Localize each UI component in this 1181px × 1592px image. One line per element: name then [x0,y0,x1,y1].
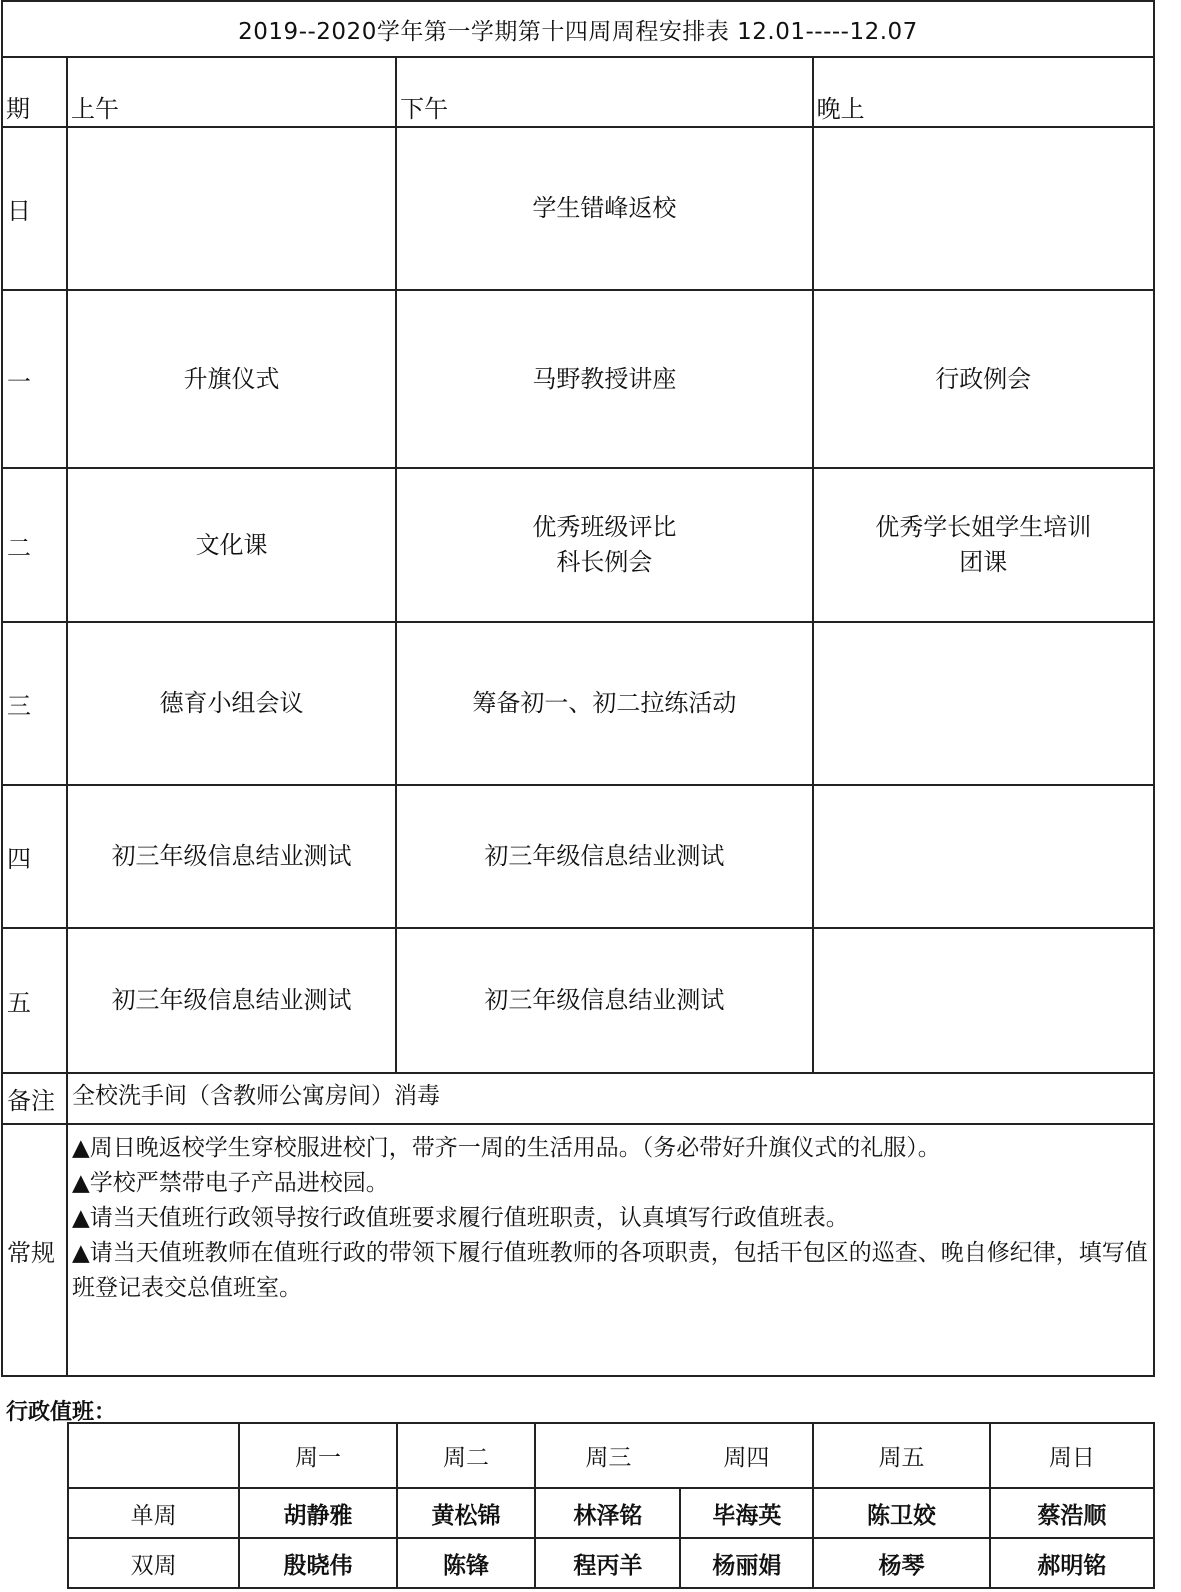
evening-cell [813,622,1154,785]
evening-cell [813,785,1154,928]
day-label: 四 [2,785,67,928]
afternoon-item: 筹备初一、初二拉练活动 [472,689,737,717]
afternoon-cell [396,785,812,928]
duty-name: 郝明铭 [990,1538,1154,1588]
afternoon-item: 马野教授讲座 [532,364,677,393]
day-label: 五 [2,928,67,1073]
duty-name: 毕海英 [680,1488,813,1538]
duty-name: 蔡浩顺 [990,1488,1154,1538]
duty-row-odd-week [68,1488,1154,1538]
duty-name: 林泽铭 [535,1488,680,1538]
evening-cell [813,290,1154,468]
duty-day-header: 周五 [813,1423,989,1488]
duty-day-header: 周日 [990,1423,1154,1488]
duty-name: 陈锋 [397,1538,536,1588]
rule-item: ▲请当天值班行政领导按行政值班要求履行值班职责，认真填写行政值班表。 [72,1205,849,1231]
day-label: 一 [2,290,67,468]
evening-cell [813,928,1154,1073]
rule-item: ▲学校严禁带电子产品进校园。 [72,1170,389,1196]
day-row-sunday [2,127,1154,290]
duty-corner-cell [68,1423,239,1488]
weekly-schedule-table [1,0,1155,1377]
duty-name: 殷晓伟 [239,1538,396,1588]
rule-item: ▲请当天值班教师在值班行政的带领下履行值班教师的各项职责，包括干包区的巡查、晚自修纪律，填写值班登记表交总值班室。 [72,1240,1148,1301]
day-row-wednesday [2,622,1154,785]
duty-row-label: 双周 [68,1538,239,1588]
header-afternoon: 下午 [396,57,812,127]
afternoon-cell [396,127,812,290]
duty-name: 程丙羊 [535,1538,680,1588]
duty-row-label: 单周 [68,1488,239,1538]
duty-row-even-week [68,1538,1154,1588]
duty-day-header: 周二 [397,1423,536,1488]
day-row-monday [2,290,1154,468]
afternoon-item: 学生错峰返校 [532,194,677,222]
duty-roster-table [67,1422,1155,1589]
afternoon-item: 初三年级信息结业测试 [484,986,725,1014]
day-row-tuesday [2,468,1154,622]
evening-item: 优秀学长姐学生培训 [875,513,1092,541]
morning-cell: 文化课 [67,468,396,622]
evening-cell [813,127,1154,290]
duty-day-header: 周一 [239,1423,396,1488]
afternoon-cell [396,290,812,468]
afternoon-cell [396,622,812,785]
schedule-title: 2019--2020学年第一学期第十四周周程安排表 12.01-----12.07 [2,1,1154,57]
header-row [2,57,1154,127]
morning-cell: 升旗仪式 [67,290,396,468]
duty-name: 杨琴 [813,1538,989,1588]
rules-label: 常规 [2,1124,67,1376]
afternoon-item: 科长例会 [556,548,653,576]
duty-day-header: 周四 [680,1423,813,1488]
header-evening: 晚上 [813,57,1154,127]
duty-header-row [68,1423,1154,1488]
notes-text: 全校洗手间（含教师公寓房间）消毒 [67,1073,1154,1124]
afternoon-cell [396,468,812,622]
duty-name: 胡静雅 [239,1488,396,1538]
morning-cell: 初三年级信息结业测试 [67,928,396,1073]
duty-name: 杨丽娟 [680,1538,813,1588]
notes-row [2,1073,1154,1124]
morning-cell [67,127,396,290]
notes-label: 备注 [2,1073,67,1124]
day-label: 二 [2,468,67,622]
header-period: 期 [2,57,67,127]
duty-name: 陈卫姣 [813,1488,989,1538]
duty-name: 黄松锦 [397,1488,536,1538]
evening-item: 团课 [959,548,1008,576]
rules-list [67,1124,1154,1376]
day-row-thursday [2,785,1154,928]
afternoon-cell [396,928,812,1073]
evening-item: 行政例会 [935,364,1032,393]
day-label: 三 [2,622,67,785]
day-row-friday [2,928,1154,1073]
evening-cell [813,468,1154,622]
duty-day-header: 周三 [535,1423,680,1488]
header-morning: 上午 [67,57,396,127]
day-label: 日 [2,127,67,290]
afternoon-item: 初三年级信息结业测试 [484,842,725,870]
duty-section-title: 行政值班： [6,1400,117,1425]
rules-row [2,1124,1154,1376]
morning-cell: 初三年级信息结业测试 [67,785,396,928]
rule-item: ▲周日晚返校学生穿校服进校门，带齐一周的生活用品。（务必带好升旗仪式的礼服）。 [72,1135,941,1161]
morning-cell: 德育小组会议 [67,622,396,785]
afternoon-item: 优秀班级评比 [532,513,677,541]
